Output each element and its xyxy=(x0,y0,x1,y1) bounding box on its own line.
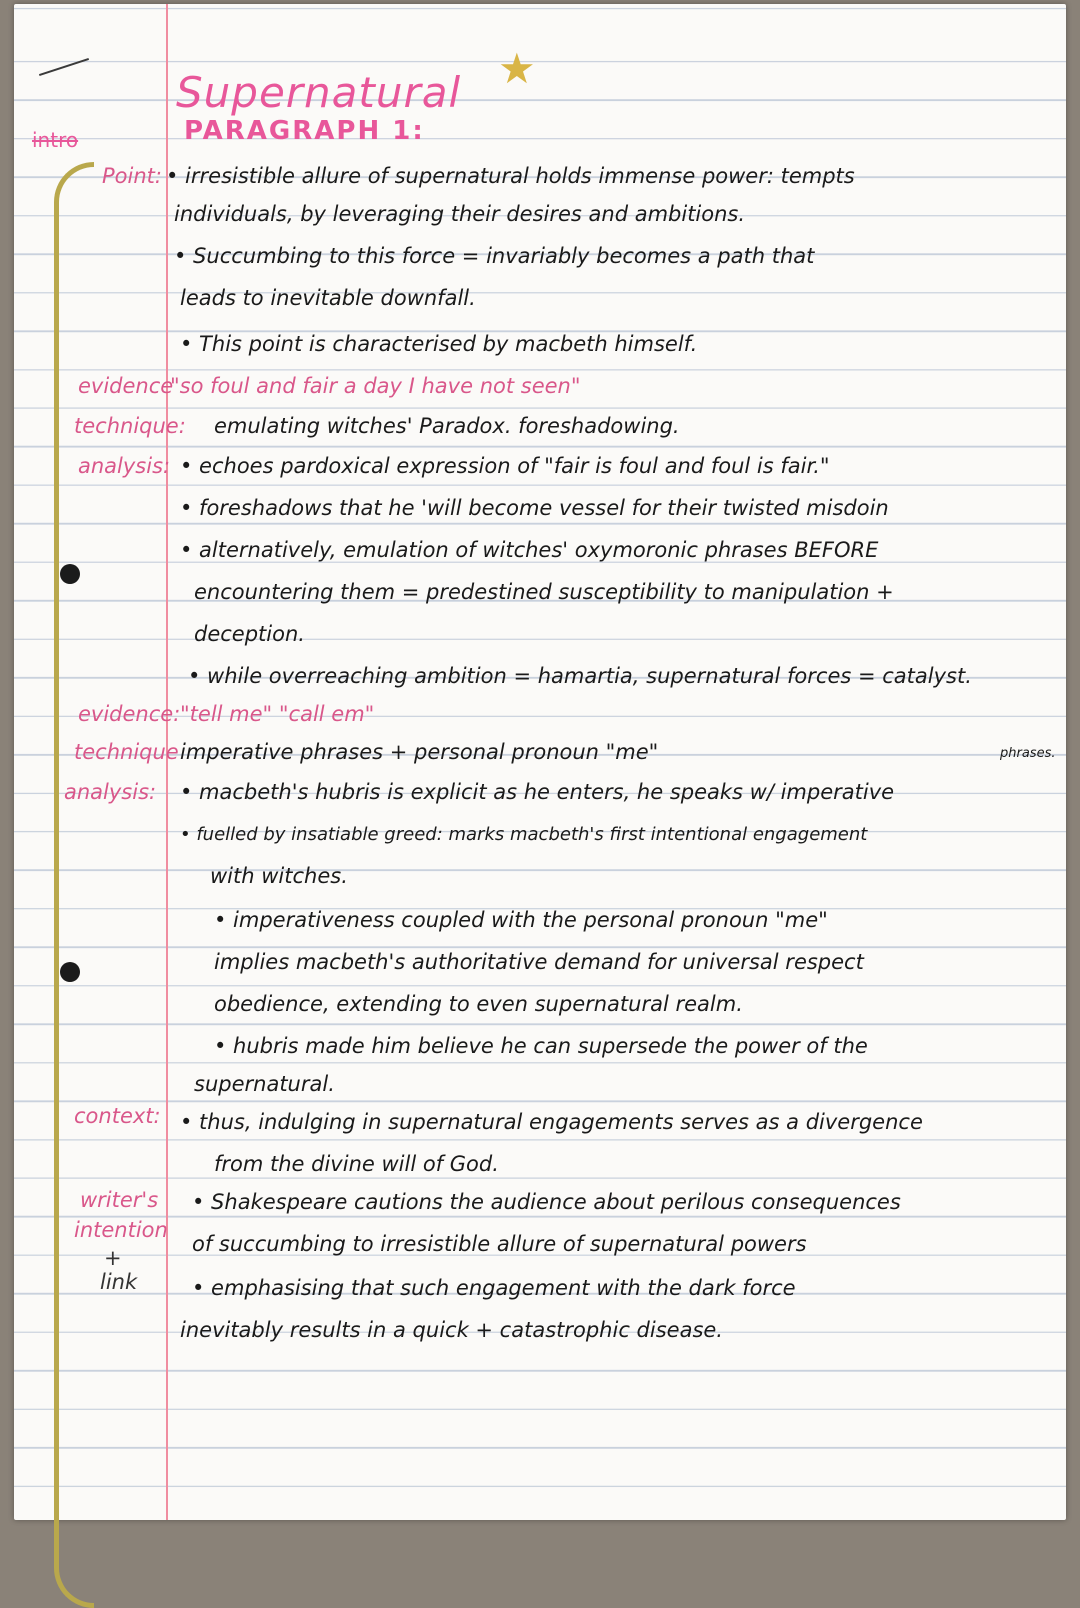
notebook-page xyxy=(14,4,1066,1520)
label-plus: + xyxy=(104,1246,122,1270)
note-line: inevitably results in a quick + catastrophic disease. xyxy=(180,1318,723,1342)
note-line: • imperativeness coupled with the personal pronoun "me" xyxy=(214,908,828,932)
note-line: encountering them = predestined susceptibility to manipulation + xyxy=(194,580,894,604)
note-line: • Shakespeare cautions the audience about perilous consequences xyxy=(192,1190,901,1214)
page-title: Supernatural xyxy=(176,68,462,117)
quote-line: "so foul and fair a day I have not seen" xyxy=(170,374,581,398)
note-line: • echoes pardoxical expression of "fair is foul and foul is fair." xyxy=(180,454,830,478)
note-line: with witches. xyxy=(210,864,348,888)
note-line: of succumbing to irresistible allure of supernatural powers xyxy=(192,1232,807,1256)
note-line: • while overreaching ambition = hamartia, supernatural forces = catalyst. xyxy=(188,664,972,688)
note-line: • This point is characterised by macbeth himself. xyxy=(180,332,698,356)
pen-mark xyxy=(39,58,89,76)
note-line: implies macbeth's authoritative demand for universal respect xyxy=(214,950,864,974)
label-intention: intention xyxy=(74,1218,168,1242)
note-line: • macbeth's hubris is explicit as he enters, he speaks w/ imperative xyxy=(180,780,895,804)
note-line: • foreshadows that he 'will become vessel for their twisted misdoin xyxy=(180,496,889,520)
note-line: leads to inevitable downfall. xyxy=(180,286,476,310)
quote-line: "tell me" "call em" xyxy=(180,702,375,726)
label-technique-1: technique: xyxy=(74,414,186,438)
note-line: • irresistible allure of supernatural holds immense power: tempts xyxy=(166,164,855,188)
note-line: • Succumbing to this force = invariably becomes a path that xyxy=(174,244,815,268)
note-line: obedience, extending to even supernatural realm. xyxy=(214,992,743,1016)
note-line: imperative phrases + personal pronoun "me" xyxy=(180,740,659,764)
label-link: link xyxy=(100,1270,138,1294)
note-line: • thus, indulging in supernatural engagements serves as a divergence xyxy=(180,1110,923,1134)
note-line: • fuelled by insatiable greed: marks macbeth's first intentional engagement xyxy=(180,824,868,845)
note-line: • hubris made him believe he can supersede the power of the xyxy=(214,1034,868,1058)
star-icon: ★ xyxy=(498,44,536,93)
intro-label: intro xyxy=(32,128,79,152)
label-context: context: xyxy=(74,1104,161,1128)
note-line: phrases. xyxy=(1000,746,1056,761)
note-line: individuals, by leveraging their desires and ambitions. xyxy=(174,202,746,226)
label-technique-2: technique xyxy=(74,740,179,764)
note-line: emulating witches' Paradox. foreshadowing. xyxy=(214,414,680,438)
label-evidence-1: evidence xyxy=(78,374,174,398)
label-writers: writer's xyxy=(80,1188,159,1212)
note-line: supernatural. xyxy=(194,1072,335,1096)
note-line: • alternatively, emulation of witches' oxymoronic phrases BEFORE xyxy=(180,538,879,562)
note-line: deception. xyxy=(194,622,305,646)
label-point: Point: xyxy=(102,164,162,188)
label-analysis-1: analysis: xyxy=(78,454,171,478)
label-analysis-2: analysis: xyxy=(64,780,157,804)
label-evidence-2: evidence: xyxy=(78,702,181,726)
note-line: from the divine will of God. xyxy=(214,1152,499,1176)
note-line: • emphasising that such engagement with the dark force xyxy=(192,1276,796,1300)
paragraph-heading: PARAGRAPH 1: xyxy=(184,116,425,146)
